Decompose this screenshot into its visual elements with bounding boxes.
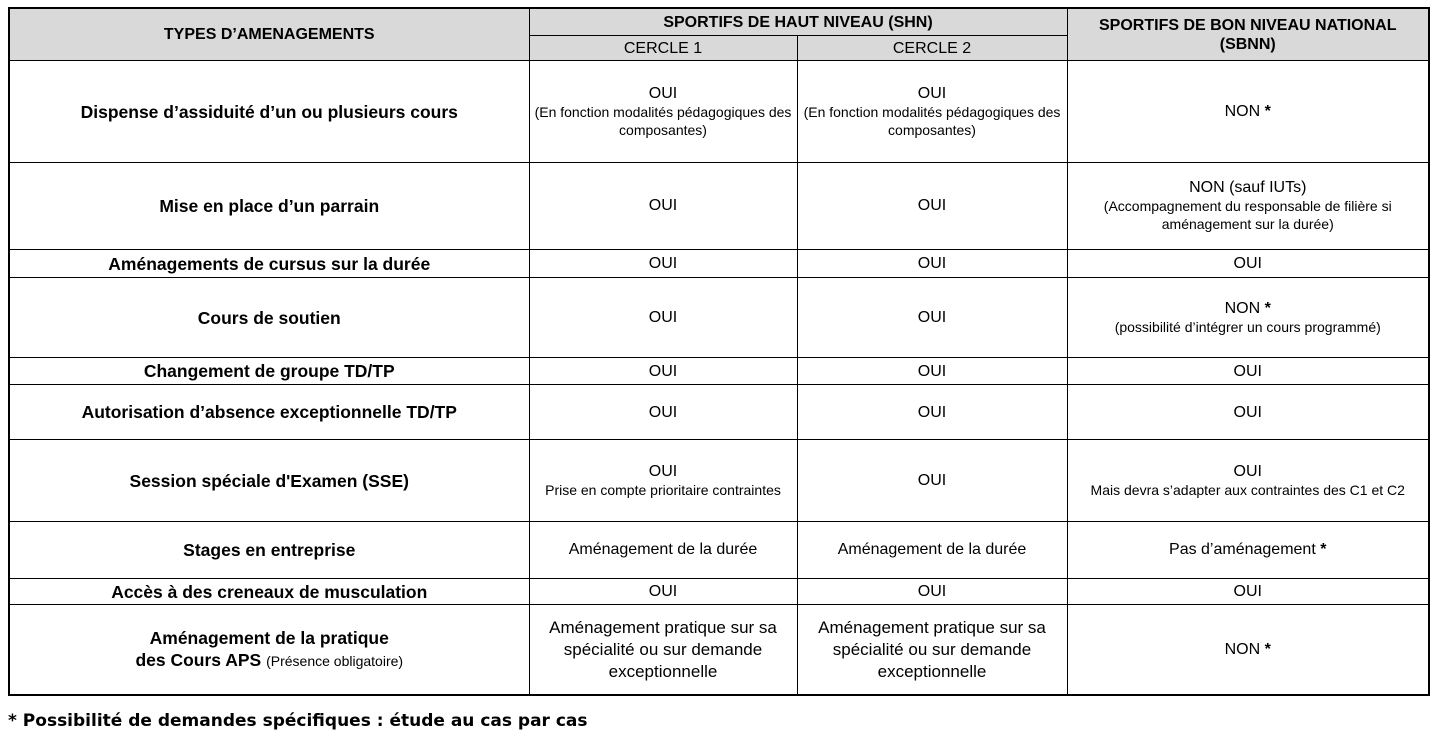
header-types: TYPES D’AMENAGEMENTS <box>9 8 529 61</box>
row-label: Changement de groupe TD/TP <box>9 357 529 385</box>
cell-sbnn: NON (sauf IUTs) (Accompagnement du responsable de filière si aménagement sur la durée) <box>1067 163 1429 250</box>
table-row <box>9 61 1429 163</box>
cell-cercle-2: OUI (En fonction modalités pédagogiques des composantes) <box>797 61 1067 163</box>
table-row <box>9 605 1429 695</box>
cell-cercle-1: OUI <box>529 385 797 440</box>
row-label: Accès à des creneaux de musculation <box>9 578 529 604</box>
cell-cercle-2: OUI <box>797 385 1067 440</box>
cell-cercle-1: OUI <box>529 578 797 604</box>
cell-cercle-2: Aménagement pratique sur sa spécialité ou sur demande exceptionnelle <box>797 605 1067 695</box>
row-label: Dispense d’assiduité d’un ou plusieurs cours <box>9 61 529 163</box>
cell-cercle-1: OUI (En fonction modalités pédagogiques des composantes) <box>529 61 797 163</box>
cell-sbnn: OUI Mais devra s’adapter aux contraintes des C1 et C2 <box>1067 440 1429 522</box>
table-row <box>9 440 1429 522</box>
cell-sbnn: OUI <box>1067 385 1429 440</box>
cell-sbnn: NON * (possibilité d’intégrer un cours programmé) <box>1067 278 1429 357</box>
cell-sbnn: NON * <box>1067 605 1429 695</box>
cell-cercle-2: OUI <box>797 440 1067 522</box>
row-label: Mise en place d’un parrain <box>9 163 529 250</box>
cell-cercle-2: OUI <box>797 249 1067 278</box>
table-row <box>9 278 1429 357</box>
header-cercle-1: CERCLE 1 <box>529 36 797 61</box>
cell-cercle-2: OUI <box>797 163 1067 250</box>
cell-cercle-1: OUI <box>529 357 797 385</box>
cell-cercle-1: OUI <box>529 163 797 250</box>
row-label: Cours de soutien <box>9 278 529 357</box>
table-row <box>9 163 1429 250</box>
cell-cercle-2: OUI <box>797 578 1067 604</box>
table-row <box>9 578 1429 604</box>
cell-cercle-2: OUI <box>797 278 1067 357</box>
table-row <box>9 249 1429 278</box>
cell-cercle-1: OUI <box>529 278 797 357</box>
cell-sbnn: OUI <box>1067 357 1429 385</box>
cell-sbnn: Pas d’aménagement * <box>1067 521 1429 578</box>
header-sbnn: SPORTIFS DE BON NIVEAU NATIONAL (SBNN) <box>1067 8 1429 61</box>
row-label: Aménagements de cursus sur la durée <box>9 249 529 278</box>
row-label: Autorisation d’absence exceptionnelle TD/TP <box>9 385 529 440</box>
table-row <box>9 521 1429 578</box>
cell-sbnn: OUI <box>1067 249 1429 278</box>
footnote: * Possibilité de demandes spécifiques : étude au cas par cas <box>8 711 588 731</box>
cell-cercle-1: Aménagement pratique sur sa spécialité ou sur demande exceptionnelle <box>529 605 797 695</box>
cell-cercle-2: OUI <box>797 357 1067 385</box>
row-label: Session spéciale d'Examen (SSE) <box>9 440 529 522</box>
cell-cercle-1: Aménagement de la durée <box>529 521 797 578</box>
amenagements-table <box>8 7 1430 696</box>
row-label: Aménagement de la pratique des Cours APS (Présence obligatoire) <box>9 605 529 695</box>
cell-sbnn: OUI <box>1067 578 1429 604</box>
header-shn: SPORTIFS DE HAUT NIVEAU (SHN) <box>529 8 1067 36</box>
cell-cercle-1: OUI Prise en compte prioritaire contraintes <box>529 440 797 522</box>
table-row <box>9 357 1429 385</box>
table-row <box>9 385 1429 440</box>
cell-cercle-2: Aménagement de la durée <box>797 521 1067 578</box>
header-cercle-2: CERCLE 2 <box>797 36 1067 61</box>
cell-cercle-1: OUI <box>529 249 797 278</box>
row-label: Stages en entreprise <box>9 521 529 578</box>
cell-sbnn: NON * <box>1067 61 1429 163</box>
